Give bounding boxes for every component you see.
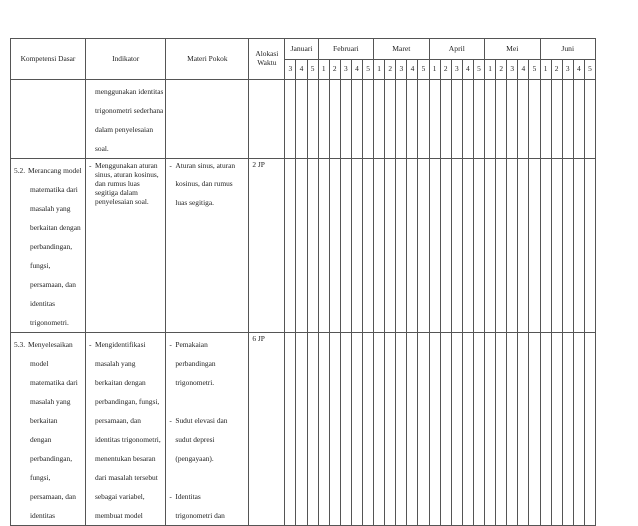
week-cell: 2 xyxy=(329,60,340,80)
week-cell: 2 xyxy=(551,60,562,80)
table-row xyxy=(11,333,596,526)
schedule-cell xyxy=(440,333,451,526)
kompetensi-line xyxy=(14,237,83,256)
week-cell: 3 xyxy=(562,60,573,80)
week-cell: 4 xyxy=(407,60,418,80)
schedule-cell xyxy=(540,333,551,526)
week-cell: 3 xyxy=(285,60,296,80)
schedule-cell xyxy=(407,333,418,526)
header-alokasi xyxy=(249,39,285,80)
schedule-cell xyxy=(485,333,496,526)
week-cell: 3 xyxy=(507,60,518,80)
schedule-cell xyxy=(562,80,573,159)
kompetensi-content xyxy=(11,80,85,82)
header-kompetensi: Kompetensi Dasar xyxy=(11,39,86,80)
schedule-cell xyxy=(318,80,329,159)
materi-line xyxy=(169,430,246,449)
kompetensi-text: perbandingan, xyxy=(30,242,73,251)
week-cell: 5 xyxy=(307,60,318,80)
indikator-text: menggunakan identitas xyxy=(95,87,164,96)
schedule-cell xyxy=(374,80,385,159)
kompetensi-text: berkaitan dengan xyxy=(30,223,81,232)
kompetensi-line xyxy=(14,411,83,430)
schedule-cell xyxy=(396,159,407,333)
kompetensi-text: matematika dari xyxy=(30,378,78,387)
bullet-dash: - xyxy=(169,416,172,425)
schedule-cell xyxy=(407,80,418,159)
week-cell: 1 xyxy=(485,60,496,80)
kompetensi-text: berkaitan xyxy=(30,416,58,425)
kompetensi-text: dengan xyxy=(30,435,52,444)
materi-content xyxy=(166,333,248,525)
materi-text: Identitas xyxy=(175,492,201,501)
header-row-months xyxy=(11,39,596,60)
schedule-cell xyxy=(418,159,429,333)
cell-alokasi xyxy=(249,80,285,159)
cell-kompetensi xyxy=(11,159,86,333)
kompetensi-line xyxy=(14,256,83,275)
kompetensi-line xyxy=(14,487,83,506)
materi-line xyxy=(169,411,246,430)
schedule-cell xyxy=(551,80,562,159)
week-cell: 1 xyxy=(540,60,551,80)
indikator-content xyxy=(86,159,165,206)
schedule-cell xyxy=(451,333,462,526)
week-cell: 4 xyxy=(573,60,584,80)
schedule-cell xyxy=(507,159,518,333)
table-row xyxy=(11,159,596,333)
alokasi-value xyxy=(249,80,284,82)
week-cell: 4 xyxy=(296,60,307,80)
kompetensi-text: masalah yang xyxy=(30,397,71,406)
bullet-dash: - xyxy=(169,340,172,349)
indikator-text: penyelesaian soal. xyxy=(95,197,149,206)
kompetensi-line xyxy=(14,218,83,237)
schedule-cell xyxy=(462,333,473,526)
schedule-cell xyxy=(329,333,340,526)
month-header-januari: Januari xyxy=(285,39,318,60)
indikator-text: sinus, aturan kosinus, xyxy=(95,170,159,179)
indikator-line xyxy=(89,430,163,449)
kompetensi-content xyxy=(11,333,85,525)
month-header-juni: Juni xyxy=(540,39,595,60)
schedule-cell xyxy=(584,333,595,526)
kompetensi-text: Merancang model xyxy=(28,166,82,175)
schedule-cell xyxy=(473,80,484,159)
materi-line xyxy=(169,506,246,525)
schedule-cell xyxy=(573,80,584,159)
schedule-cell xyxy=(440,159,451,333)
materi-line xyxy=(169,335,246,354)
schedule-cell xyxy=(385,159,396,333)
schedule-cell xyxy=(518,80,529,159)
cell-alokasi xyxy=(249,159,285,333)
week-cell: 4 xyxy=(462,60,473,80)
indikator-line xyxy=(89,487,163,506)
schedule-cell xyxy=(407,159,418,333)
cell-indikator xyxy=(86,80,166,159)
schedule-cell xyxy=(340,333,351,526)
week-cell: 1 xyxy=(429,60,440,80)
week-cell: 5 xyxy=(418,60,429,80)
schedule-cell xyxy=(385,80,396,159)
header-indikator: Indikator xyxy=(86,39,166,80)
schedule-cell xyxy=(529,159,540,333)
materi-text: sudut depresi xyxy=(175,435,215,444)
schedule-cell xyxy=(584,159,595,333)
kompetensi-line xyxy=(14,373,83,392)
kompetensi-line xyxy=(14,335,83,354)
kompetensi-text: perbandingan, xyxy=(30,454,73,463)
kompetensi-line xyxy=(14,294,83,313)
schedule-cell xyxy=(396,80,407,159)
materi-text: (pengayaan). xyxy=(175,454,214,463)
indikator-line xyxy=(89,170,163,179)
kompetensi-text: matematika dari xyxy=(30,185,78,194)
syllabus-table xyxy=(10,38,596,526)
indikator-line xyxy=(89,411,163,430)
materi-text: perbandingan xyxy=(175,359,216,368)
indikator-line xyxy=(89,506,163,525)
schedule-cell xyxy=(562,333,573,526)
schedule-cell xyxy=(307,80,318,159)
schedule-cell xyxy=(496,159,507,333)
cell-indikator xyxy=(86,159,166,333)
week-cell: 5 xyxy=(584,60,595,80)
indikator-text: membuat model xyxy=(95,511,143,520)
kompetensi-text: persamaan, dan xyxy=(30,280,76,289)
week-cell: 3 xyxy=(396,60,407,80)
materi-line xyxy=(169,487,246,506)
indikator-text: trigonometri sederhana xyxy=(95,106,164,115)
schedule-cell xyxy=(462,80,473,159)
schedule-cell xyxy=(473,159,484,333)
materi-content xyxy=(166,80,248,82)
bullet-dash: - xyxy=(89,340,92,349)
schedule-cell xyxy=(363,333,374,526)
materi-line xyxy=(169,174,246,193)
cell-materi xyxy=(166,80,249,159)
indikator-content xyxy=(86,333,165,525)
schedule-cell xyxy=(529,80,540,159)
kompetensi-line xyxy=(14,313,83,332)
kompetensi-number: 5.3. xyxy=(14,340,26,349)
indikator-text: dalam penyelesaian xyxy=(95,125,154,134)
schedule-cell xyxy=(562,159,573,333)
materi-text: luas segitiga. xyxy=(175,198,214,207)
materi-text: trigonometri dan xyxy=(175,511,225,520)
week-cell: 5 xyxy=(363,60,374,80)
indikator-text: perbandingan, fungsi, xyxy=(95,397,160,406)
indikator-text: soal. xyxy=(95,144,109,153)
header-materi: Materi Pokok xyxy=(166,39,249,80)
kompetensi-text: model xyxy=(30,359,49,368)
indikator-line xyxy=(89,82,163,101)
schedule-cell xyxy=(374,159,385,333)
kompetensi-line xyxy=(14,430,83,449)
schedule-cell xyxy=(473,333,484,526)
materi-text: Aturan sinus, aturan xyxy=(175,161,236,170)
header-alokasi-line1: Alokasi xyxy=(255,49,279,59)
schedule-cell xyxy=(363,80,374,159)
schedule-cell xyxy=(329,159,340,333)
indikator-line xyxy=(89,179,163,188)
month-header-april: April xyxy=(429,39,484,60)
schedule-cell xyxy=(396,333,407,526)
cell-alokasi xyxy=(249,333,285,526)
kompetensi-text: trigonometri. xyxy=(30,318,69,327)
kompetensi-line xyxy=(14,199,83,218)
schedule-cell xyxy=(307,333,318,526)
schedule-cell xyxy=(540,159,551,333)
schedule-cell xyxy=(340,159,351,333)
schedule-cell xyxy=(296,80,307,159)
indikator-text: persamaan, dan xyxy=(95,416,141,425)
week-cell: 3 xyxy=(451,60,462,80)
schedule-cell xyxy=(440,80,451,159)
schedule-cell xyxy=(351,333,362,526)
cell-materi xyxy=(166,159,249,333)
schedule-cell xyxy=(429,333,440,526)
kompetensi-text: fungsi, xyxy=(30,473,51,482)
kompetensi-text: fungsi, xyxy=(30,261,51,270)
schedule-cell xyxy=(496,80,507,159)
materi-text: Sudut elevasi dan xyxy=(175,416,228,425)
materi-text: trigonometri. xyxy=(175,378,215,387)
schedule-cell xyxy=(351,80,362,159)
schedule-cell xyxy=(385,333,396,526)
schedule-cell xyxy=(307,159,318,333)
schedule-cell xyxy=(496,333,507,526)
schedule-cell xyxy=(340,80,351,159)
bullet-dash: - xyxy=(89,161,92,170)
schedule-cell xyxy=(485,159,496,333)
schedule-cell xyxy=(518,333,529,526)
indikator-line xyxy=(89,139,163,158)
indikator-line xyxy=(89,392,163,411)
schedule-cell xyxy=(296,159,307,333)
indikator-line xyxy=(89,335,163,354)
kompetensi-line xyxy=(14,275,83,294)
kompetensi-content xyxy=(11,159,85,332)
kompetensi-text: persamaan, dan xyxy=(30,492,76,501)
indikator-text: dan rumus luas xyxy=(95,179,140,188)
kompetensi-text: Menyelesaikan xyxy=(28,340,73,349)
schedule-cell xyxy=(374,333,385,526)
schedule-cell xyxy=(551,159,562,333)
indikator-line xyxy=(89,188,163,197)
week-cell: 1 xyxy=(318,60,329,80)
materi-line xyxy=(169,392,246,411)
cell-kompetensi xyxy=(11,333,86,526)
materi-text: kosinus, dan rumus xyxy=(175,179,233,188)
week-cell: 2 xyxy=(440,60,451,80)
schedule-cell xyxy=(429,159,440,333)
materi-line xyxy=(169,193,246,212)
week-cell: 4 xyxy=(518,60,529,80)
indikator-line xyxy=(89,101,163,120)
schedule-cell xyxy=(507,333,518,526)
schedule-cell xyxy=(507,80,518,159)
week-cell: 2 xyxy=(385,60,396,80)
kompetensi-line xyxy=(14,392,83,411)
bullet-dash: - xyxy=(169,161,172,170)
schedule-cell xyxy=(418,333,429,526)
indikator-line xyxy=(89,468,163,487)
indikator-line xyxy=(89,120,163,139)
month-header-mei: Mei xyxy=(485,39,540,60)
month-header-maret: Maret xyxy=(374,39,429,60)
schedule-cell xyxy=(584,80,595,159)
indikator-line xyxy=(89,354,163,373)
schedule-cell xyxy=(329,80,340,159)
schedule-cell xyxy=(351,159,362,333)
schedule-cell xyxy=(551,333,562,526)
materi-line xyxy=(169,354,246,373)
materi-content xyxy=(166,159,248,212)
schedule-cell xyxy=(285,333,296,526)
kompetensi-line xyxy=(14,161,83,180)
kompetensi-text: masalah yang xyxy=(30,204,71,213)
materi-line xyxy=(169,468,246,487)
header-alokasi-line2: Waktu xyxy=(257,58,277,67)
indikator-text: identitas trigonometri, xyxy=(95,435,161,444)
schedule-cell xyxy=(540,80,551,159)
schedule-cell xyxy=(285,159,296,333)
schedule-cell xyxy=(573,159,584,333)
kompetensi-number: 5.2. xyxy=(14,166,26,175)
week-cell: 3 xyxy=(340,60,351,80)
indikator-text: sebagai variabel, xyxy=(95,492,145,501)
indikator-text: segitiga dalam xyxy=(95,188,138,197)
week-cell: 5 xyxy=(473,60,484,80)
schedule-cell xyxy=(363,159,374,333)
materi-line xyxy=(169,161,246,170)
indikator-line xyxy=(89,197,163,206)
indikator-text: dari masalah tersebut xyxy=(95,473,158,482)
week-cell: 1 xyxy=(374,60,385,80)
schedule-cell xyxy=(318,333,329,526)
indikator-content xyxy=(86,80,165,158)
kompetensi-line xyxy=(14,180,83,199)
cell-indikator xyxy=(86,333,166,526)
schedule-cell xyxy=(318,159,329,333)
materi-line xyxy=(169,373,246,392)
cell-kompetensi xyxy=(11,80,86,159)
week-cell: 2 xyxy=(496,60,507,80)
schedule-cell xyxy=(285,80,296,159)
schedule-cell xyxy=(418,80,429,159)
schedule-cell xyxy=(485,80,496,159)
indikator-text: menentukan besaran xyxy=(95,454,156,463)
schedule-cell xyxy=(429,80,440,159)
schedule-cell xyxy=(573,333,584,526)
indikator-text: Menggunakan aturan xyxy=(95,161,158,170)
kompetensi-text: identitas xyxy=(30,299,56,308)
kompetensi-text: identitas xyxy=(30,511,56,520)
kompetensi-line xyxy=(14,506,83,525)
bullet-dash: - xyxy=(169,492,172,501)
schedule-cell xyxy=(451,80,462,159)
kompetensi-line xyxy=(14,468,83,487)
indikator-text: Mengidentifikasi xyxy=(95,340,146,349)
indikator-line xyxy=(89,161,163,170)
week-cell: 5 xyxy=(529,60,540,80)
schedule-cell xyxy=(451,159,462,333)
schedule-cell xyxy=(518,159,529,333)
kompetensi-line xyxy=(14,354,83,373)
alokasi-value: 6 JP xyxy=(252,334,265,343)
materi-text: Pemakaian xyxy=(175,340,208,349)
indikator-text: masalah yang xyxy=(95,359,136,368)
schedule-cell xyxy=(529,333,540,526)
cell-materi xyxy=(166,333,249,526)
schedule-cell xyxy=(296,333,307,526)
week-cell: 4 xyxy=(351,60,362,80)
indikator-line xyxy=(89,373,163,392)
table-row xyxy=(11,80,596,159)
month-header-februari: Februari xyxy=(318,39,373,60)
alokasi-value: 2 JP xyxy=(252,160,265,169)
indikator-text: berkaitan dengan xyxy=(95,378,146,387)
schedule-cell xyxy=(462,159,473,333)
